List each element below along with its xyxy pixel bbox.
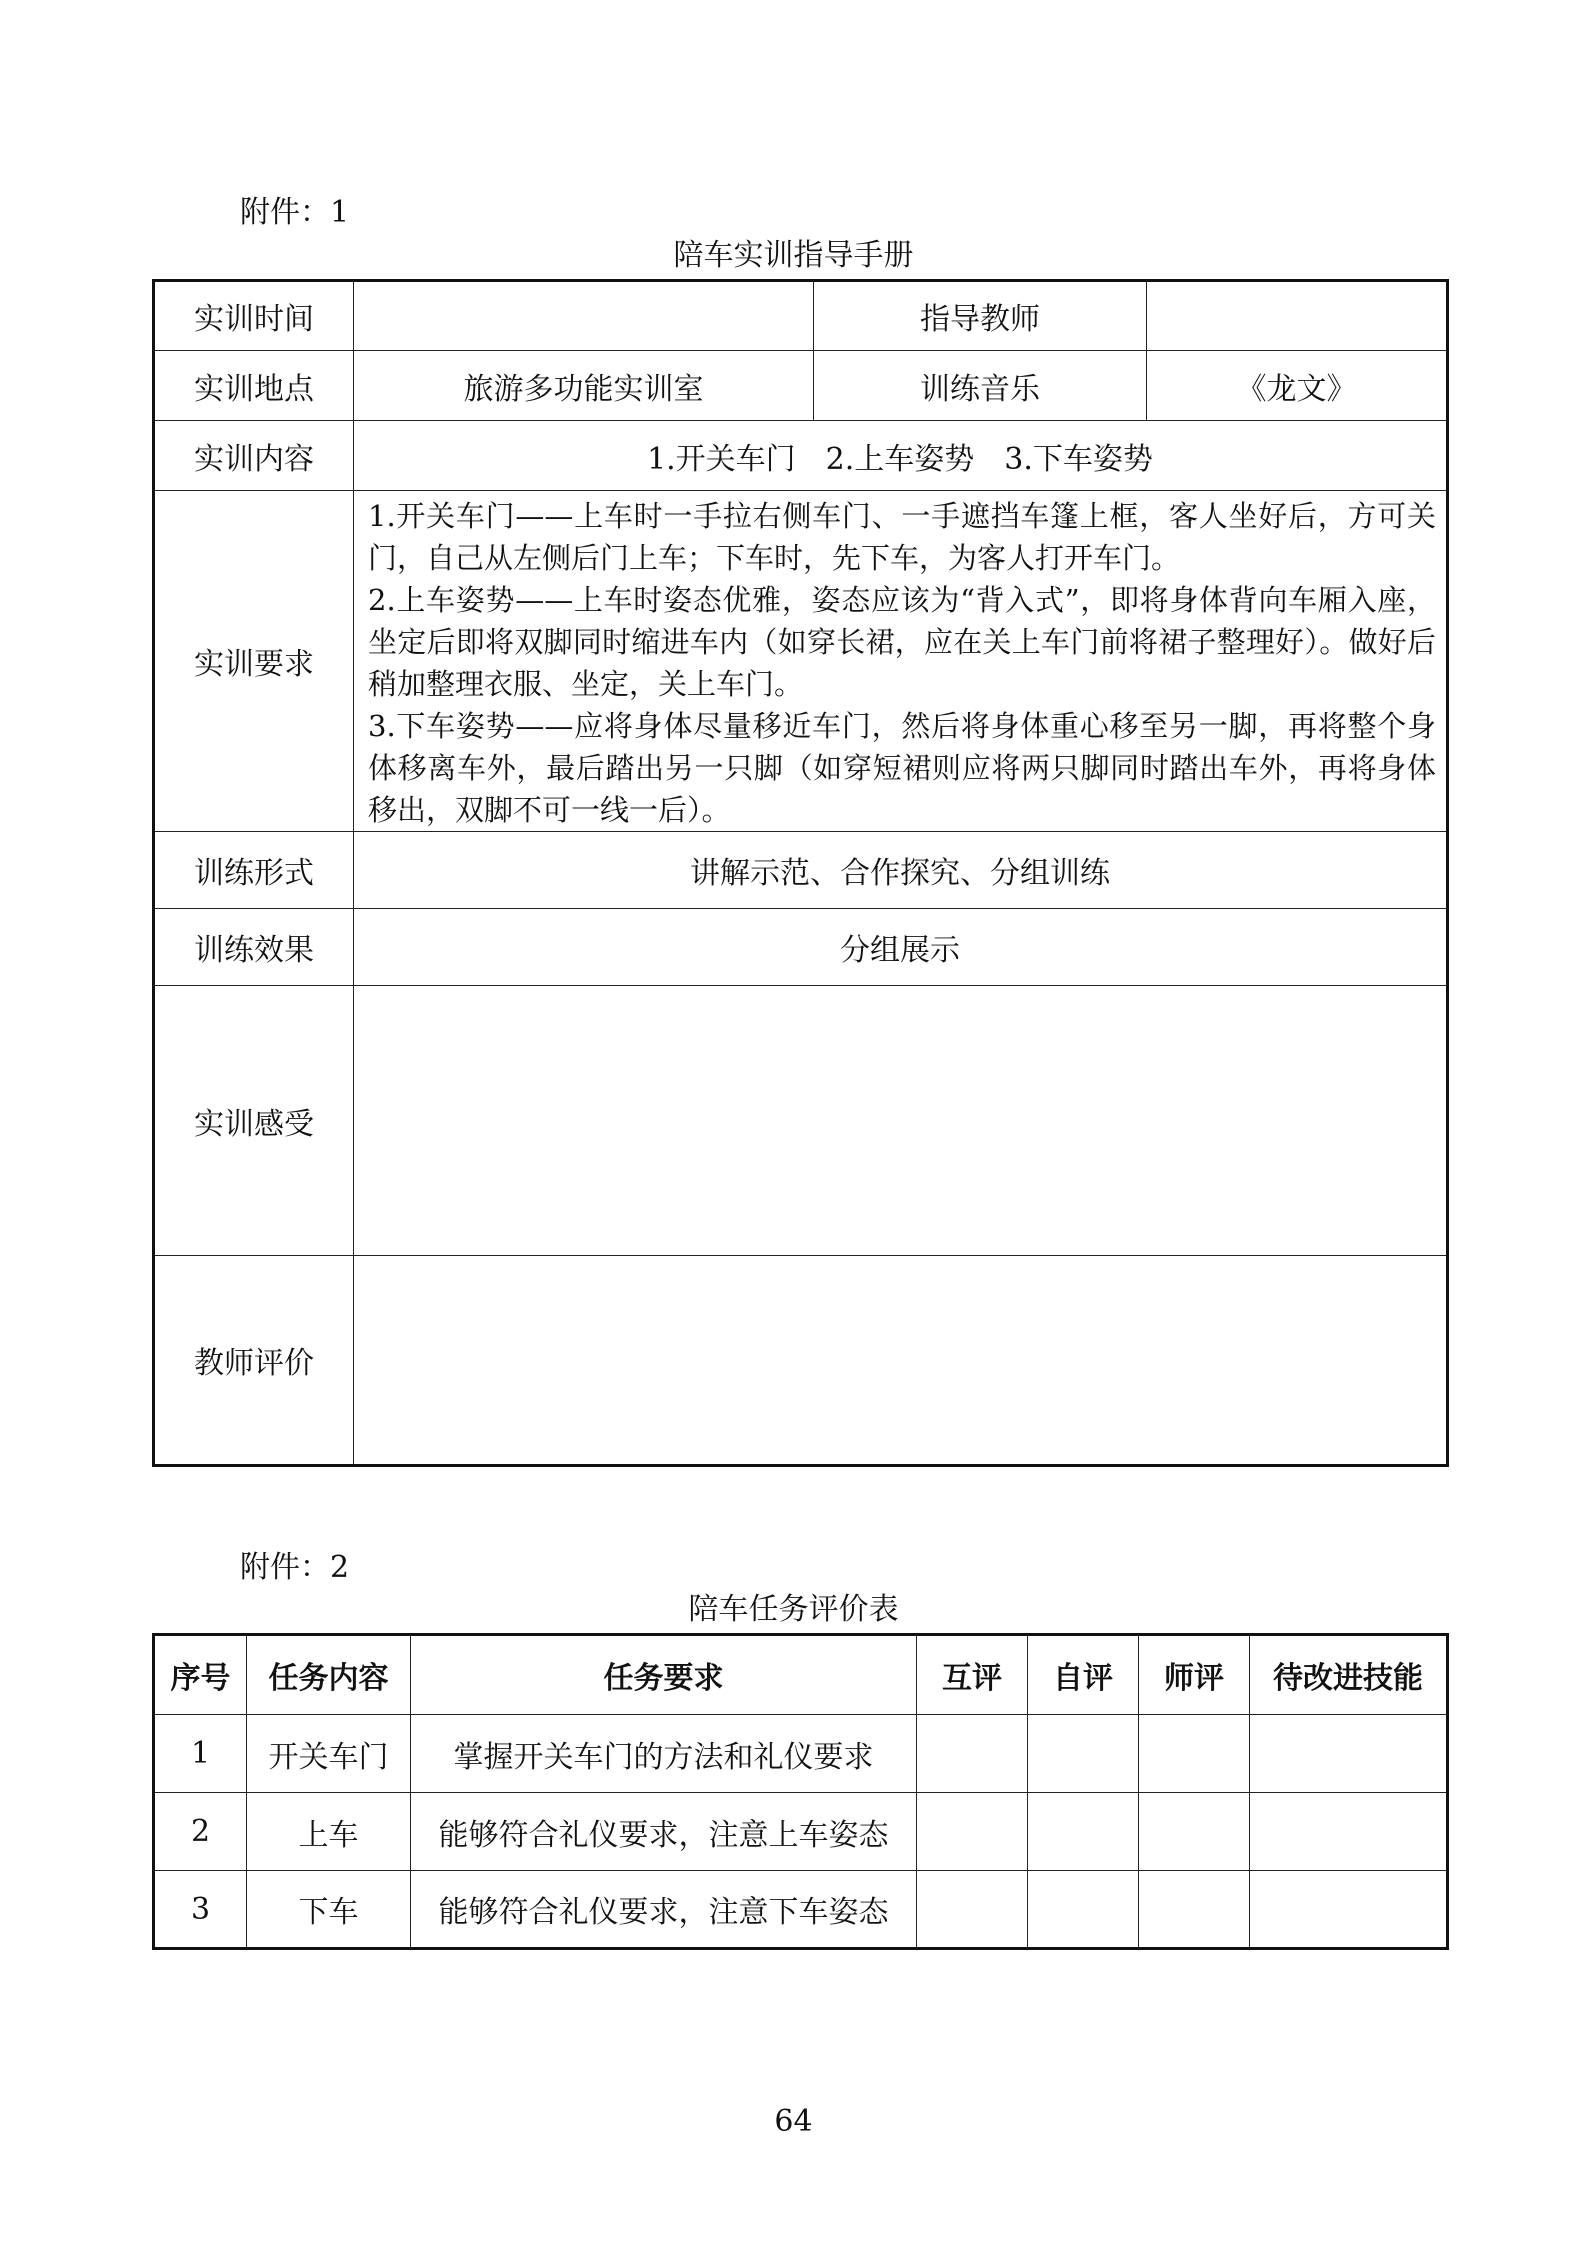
row-teacher-review [1139,1793,1250,1871]
requirement-item-3: 3.下车姿势——应将身体尽量移近车门，然后将身体重心移至另一脚，再将整个身体移离车外，最后踏出另一只脚（如穿短裙则应将两只脚同时踏出车外，再将身体移出，双脚不可一线一后）。 [368,709,1436,827]
attachment-2-title: 陪车任务评价表 [688,1592,899,1627]
row-teacher-review [1139,1715,1250,1793]
row-skills-to-improve [1250,1793,1448,1871]
row-peer-review [917,1715,1028,1793]
content-label: 实训内容 [154,421,354,491]
music-value: 《龙文》 [1147,351,1448,421]
row-peer-review [917,1871,1028,1949]
requirement-item-1: 1.开关车门——上车时一手拉右侧车门、一手遮挡车篷上框，客人坐好后，方可关门，自己从左侧后门上车；下车时，先下车，为客人打开车门。 [368,499,1436,575]
row-index: 1 [154,1715,247,1793]
header-row [154,1635,1448,1715]
row-self-review [1028,1715,1139,1793]
evaluation-label: 教师评价 [154,1256,354,1466]
row-self-review [1028,1871,1139,1949]
teacher-label: 指导教师 [814,281,1147,351]
requirement-label: 实训要求 [154,491,354,832]
training-guide-table [152,279,1449,1467]
time-value [354,281,814,351]
attachment-1-label: 附件：1 [240,195,350,230]
page-number: 64 [774,2104,813,2139]
teacher-value [1147,281,1448,351]
row-index: 2 [154,1793,247,1871]
table-row [154,1871,1448,1949]
header-index: 序号 [154,1635,247,1715]
table-row [154,1715,1448,1793]
place-value: 旅游多功能实训室 [354,351,814,421]
attachment-1-title: 陪车实训指导手册 [673,238,914,273]
row-task-content: 上车 [247,1793,411,1871]
requirement-item-2: 2.上车姿势——上车时姿态优雅，姿态应该为“背入式”，即将身体背向车厢入座，坐定后即将双脚同时缩进车内（如穿长裙，应在关上车门前将裙子整理好）。做好后稍加整理衣服、坐定，关上车门。 [368,583,1436,701]
row-teacher-review [1139,1871,1250,1949]
header-skills-to-improve: 待改进技能 [1250,1635,1448,1715]
place-label: 实训地点 [154,351,354,421]
row-task-content: 下车 [247,1871,411,1949]
form-value: 讲解示范、合作探究、分组训练 [354,832,1448,909]
table-row [154,1793,1448,1871]
row-self-review [1028,1793,1139,1871]
attachment-2-label: 附件：2 [240,1550,350,1585]
row-skills-to-improve [1250,1871,1448,1949]
form-label: 训练形式 [154,832,354,909]
row-index: 3 [154,1871,247,1949]
feeling-value [354,986,1448,1256]
evaluation-value [354,1256,1448,1466]
header-task-content: 任务内容 [247,1635,411,1715]
feeling-label: 实训感受 [154,986,354,1256]
header-teacher-review: 师评 [1139,1635,1250,1715]
music-label: 训练音乐 [814,351,1147,421]
effect-label: 训练效果 [154,909,354,986]
header-task-requirement: 任务要求 [411,1635,917,1715]
row-task-requirement: 能够符合礼仪要求，注意下车姿态 [411,1871,917,1949]
row-peer-review [917,1793,1028,1871]
time-label: 实训时间 [154,281,354,351]
header-peer-review: 互评 [917,1635,1028,1715]
header-self-review: 自评 [1028,1635,1139,1715]
row-task-content: 开关车门 [247,1715,411,1793]
requirement-text [354,491,1448,832]
row-task-requirement: 掌握开关车门的方法和礼仪要求 [411,1715,917,1793]
row-skills-to-improve [1250,1715,1448,1793]
content-value: 1.开关车门 2.上车姿势 3.下车姿势 [354,421,1448,491]
effect-value: 分组展示 [354,909,1448,986]
row-task-requirement: 能够符合礼仪要求，注意上车姿态 [411,1793,917,1871]
task-evaluation-table [152,1633,1449,1950]
